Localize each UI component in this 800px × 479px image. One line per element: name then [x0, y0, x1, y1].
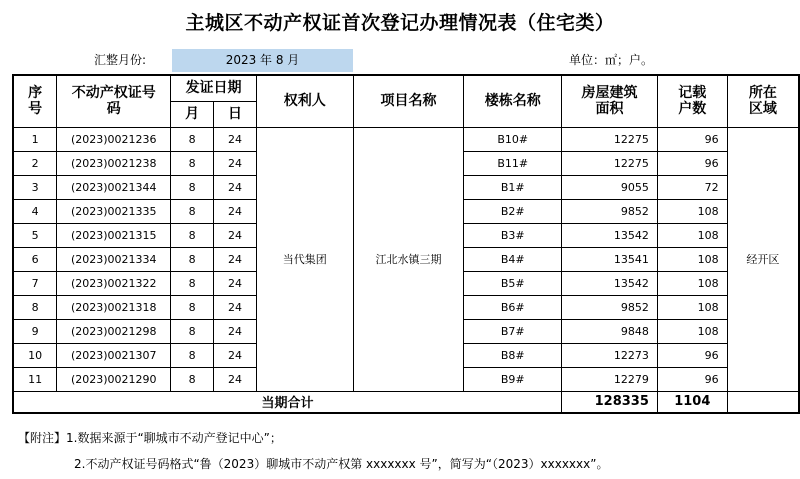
- cell-project: 江北水镇三期: [353, 127, 464, 391]
- total-area: 128335: [562, 391, 658, 413]
- header-district: 所在区域: [727, 75, 799, 127]
- cell-day: 24: [214, 343, 257, 367]
- cell-households: 108: [657, 199, 727, 223]
- cell-seq: 10: [13, 343, 57, 367]
- cell-households: 96: [657, 367, 727, 391]
- cell-seq: 5: [13, 223, 57, 247]
- registration-table: [12, 74, 800, 414]
- cell-month: 8: [171, 223, 214, 247]
- cell-households: 96: [657, 127, 727, 151]
- cell-seq: 9: [13, 319, 57, 343]
- cell-cert: (2023)0021290: [57, 367, 171, 391]
- cell-seq: 3: [13, 175, 57, 199]
- cell-cert: (2023)0021307: [57, 343, 171, 367]
- cell-households: 96: [657, 343, 727, 367]
- cell-month: 8: [171, 271, 214, 295]
- cell-building: B9#: [464, 367, 562, 391]
- cell-building: B1#: [464, 175, 562, 199]
- header-seq: 序号: [13, 75, 57, 127]
- month-label: 汇整月份:: [94, 53, 147, 67]
- cell-building: B5#: [464, 271, 562, 295]
- cell-seq: 1: [13, 127, 57, 151]
- cell-seq: 6: [13, 247, 57, 271]
- cell-area: 13542: [562, 223, 658, 247]
- page-title: 主城区不动产权证首次登记办理情况表（住宅类）: [185, 12, 615, 34]
- cell-area: 9852: [562, 199, 658, 223]
- cell-area: 9055: [562, 175, 658, 199]
- cell-cert: (2023)0021315: [57, 223, 171, 247]
- cell-cert: (2023)0021335: [57, 199, 171, 223]
- total-households: 1104: [657, 391, 727, 413]
- cell-day: 24: [214, 247, 257, 271]
- header-building: 楼栋名称: [464, 75, 562, 127]
- cell-area: 9848: [562, 319, 658, 343]
- cell-day: 24: [214, 127, 257, 151]
- cell-building: B3#: [464, 223, 562, 247]
- cell-district: 经开区: [727, 127, 799, 391]
- cell-cert: (2023)0021334: [57, 247, 171, 271]
- cell-building: B7#: [464, 319, 562, 343]
- cell-building: B8#: [464, 343, 562, 367]
- header-area: 房屋建筑面积: [562, 75, 658, 127]
- cell-cert: (2023)0021238: [57, 151, 171, 175]
- cell-area: 12279: [562, 367, 658, 391]
- cell-month: 8: [171, 199, 214, 223]
- cell-building: B6#: [464, 295, 562, 319]
- total-row: [13, 391, 799, 413]
- cell-households: 96: [657, 151, 727, 175]
- month-value-cell[interactable]: 2023 年 8 月: [172, 49, 353, 72]
- cell-day: 24: [214, 271, 257, 295]
- cell-cert: (2023)0021298: [57, 319, 171, 343]
- cell-area: 13541: [562, 247, 658, 271]
- cell-households: 108: [657, 271, 727, 295]
- cell-building: B10#: [464, 127, 562, 151]
- cell-area: 12275: [562, 151, 658, 175]
- cell-households: 108: [657, 319, 727, 343]
- cell-month: 8: [171, 367, 214, 391]
- cell-month: 8: [171, 343, 214, 367]
- cell-month: 8: [171, 127, 214, 151]
- cell-seq: 11: [13, 367, 57, 391]
- cell-area: 12275: [562, 127, 658, 151]
- cell-households: 108: [657, 295, 727, 319]
- cell-building: B11#: [464, 151, 562, 175]
- cell-building: B4#: [464, 247, 562, 271]
- cell-households: 108: [657, 247, 727, 271]
- cell-month: 8: [171, 151, 214, 175]
- cell-households: 72: [657, 175, 727, 199]
- header-day: 日: [214, 101, 257, 127]
- cell-seq: 7: [13, 271, 57, 295]
- cell-area: 12273: [562, 343, 658, 367]
- cell-seq: 2: [13, 151, 57, 175]
- cell-building: B2#: [464, 199, 562, 223]
- header-cert-no: 不动产权证号码: [57, 75, 171, 127]
- cell-owner: 当代集团: [256, 127, 353, 391]
- cell-area: 9852: [562, 295, 658, 319]
- cell-cert: (2023)0021236: [57, 127, 171, 151]
- note-line-2: 2.不动产权证号码格式“鲁（2023）聊城市不动产权第 xxxxxxx 号”，简写为“（2023）xxxxxxx”。: [74, 457, 609, 471]
- cell-seq: 8: [13, 295, 57, 319]
- total-label: 当期合计: [13, 391, 562, 413]
- cell-cert: (2023)0021344: [57, 175, 171, 199]
- table-row: [13, 127, 799, 151]
- cell-day: 24: [214, 223, 257, 247]
- total-district-empty: [727, 391, 799, 413]
- header-issue-date: 发证日期: [171, 75, 257, 101]
- note-line-1: 【附注】1.数据来源于“聊城市不动产登记中心”；: [18, 431, 282, 445]
- cell-day: 24: [214, 319, 257, 343]
- cell-month: 8: [171, 295, 214, 319]
- header-owner: 权利人: [256, 75, 353, 127]
- cell-day: 24: [214, 175, 257, 199]
- cell-month: 8: [171, 175, 214, 199]
- cell-day: 24: [214, 367, 257, 391]
- cell-cert: (2023)0021318: [57, 295, 171, 319]
- cell-month: 8: [171, 247, 214, 271]
- cell-households: 108: [657, 223, 727, 247]
- cell-month: 8: [171, 319, 214, 343]
- cell-day: 24: [214, 151, 257, 175]
- cell-seq: 4: [13, 199, 57, 223]
- cell-cert: (2023)0021322: [57, 271, 171, 295]
- header-households: 记载户数: [657, 75, 727, 127]
- header-month: 月: [171, 101, 214, 127]
- cell-day: 24: [214, 295, 257, 319]
- cell-day: 24: [214, 199, 257, 223]
- header-project: 项目名称: [353, 75, 464, 127]
- unit-label: 单位：㎡；户。: [569, 53, 654, 67]
- cell-area: 13542: [562, 271, 658, 295]
